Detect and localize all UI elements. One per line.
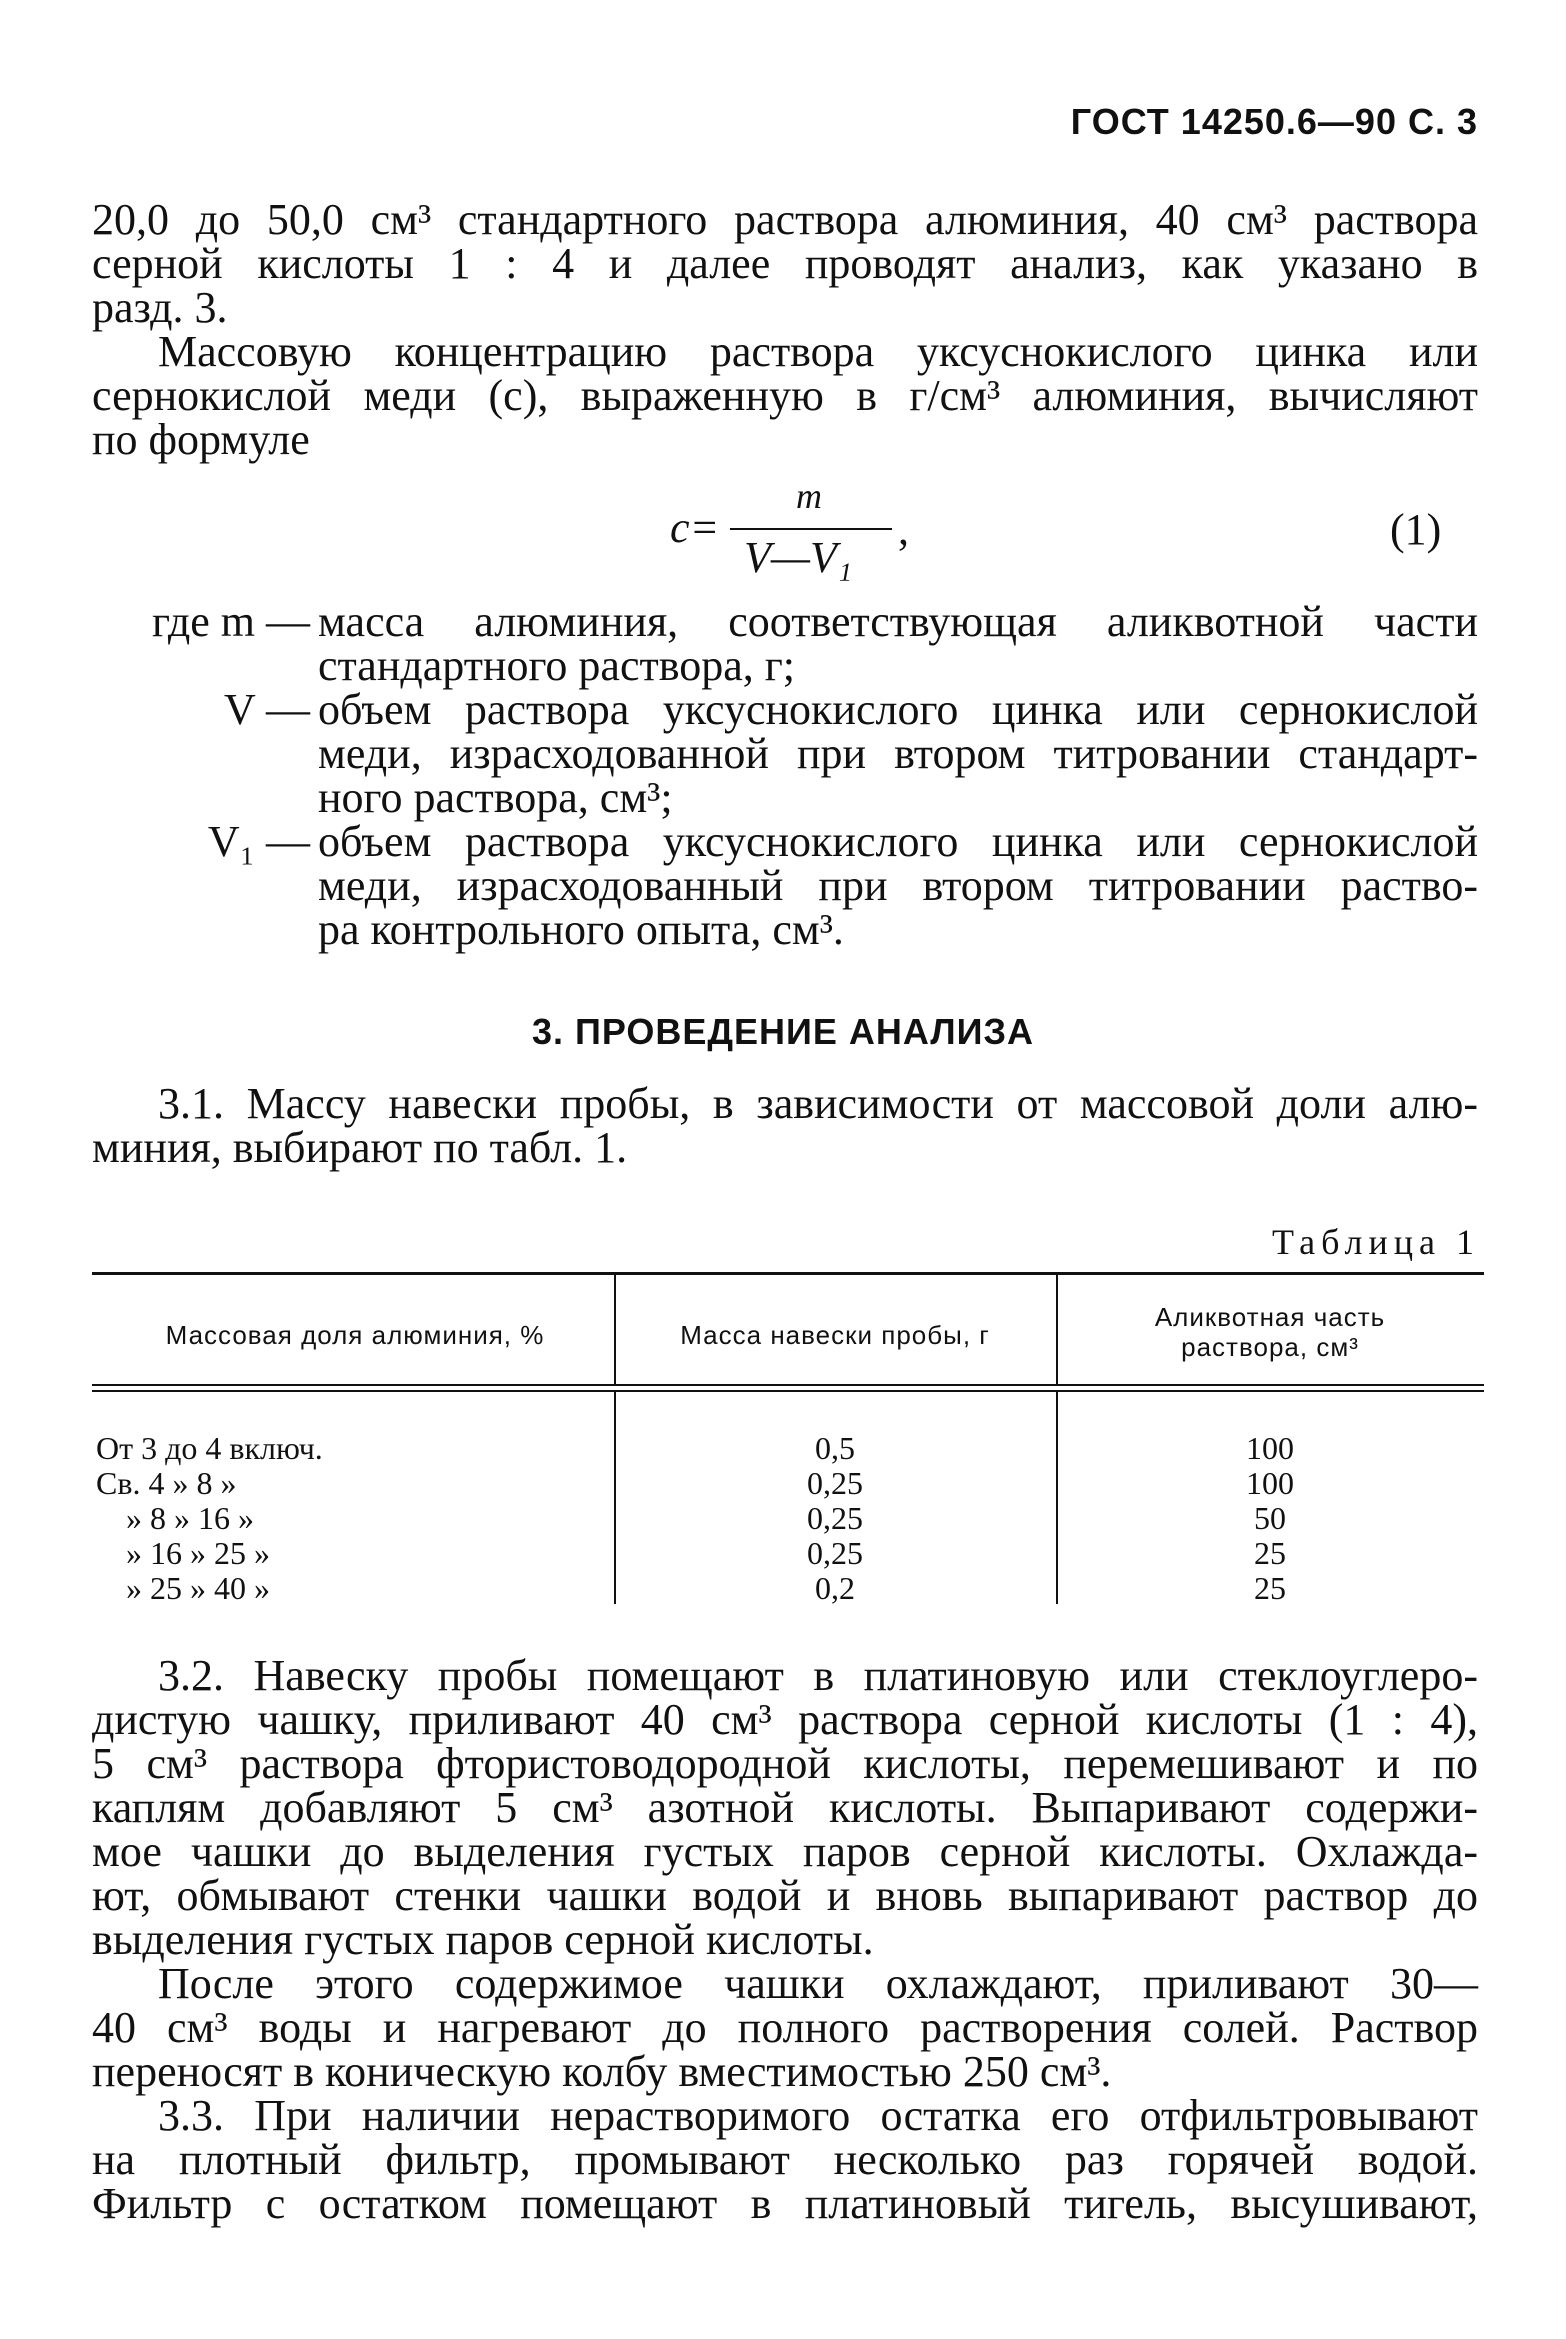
text-line: на плотный фильтр, промывают несколько раз горячей водой. xyxy=(92,2135,1478,2184)
definition-line: объем раствора уксуснокислого цинка или сернокислой xyxy=(318,685,1478,734)
text-line: 20,0 до 50,0 см³ стандартного раствора алюминия, 40 см³ раствора xyxy=(92,195,1478,244)
table-column-divider xyxy=(1056,1275,1058,1384)
definition-line: меди, израсходованный при втором титровании раство- xyxy=(318,861,1478,910)
definition-term-v1: V₁ — xyxy=(207,817,310,866)
text-line: Фильтр с остатком помещают в платиновый тигель, высушивают, xyxy=(92,2179,1478,2228)
text-line: выделения густых паров серной кислоты. xyxy=(92,1915,874,1964)
table-cell: 50 xyxy=(1254,1500,1286,1536)
text-line: разд. 3. xyxy=(92,283,228,332)
fraction-bar xyxy=(730,528,892,530)
text-line: 3.3. При наличии нерастворимого остатка его отфильтровывают xyxy=(158,2091,1478,2140)
table-cell: » 16 » 25 » xyxy=(126,1535,270,1571)
formula-lhs: c= xyxy=(670,503,720,552)
text-line: ют, обмывают стенки чашки водой и вновь выпаривают раствор до xyxy=(92,1871,1478,1920)
text-line: серной кислоты 1 : 4 и далее проводят анализ, как указано в xyxy=(92,239,1478,288)
table-header-rule xyxy=(92,1390,1484,1392)
formula-denominator: V—V₁ xyxy=(744,533,853,582)
text-line: 3.1. Массу навески пробы, в зависимости от массовой доли алю- xyxy=(158,1079,1478,1128)
text-line: 5 см³ раствора фтористоводородной кислоты, перемешивают и по xyxy=(92,1739,1478,1788)
formula-number: (1) xyxy=(1390,505,1442,554)
text-line: миния, выбирают по табл. 1. xyxy=(92,1123,628,1172)
table-cell: Св. 4 » 8 » xyxy=(96,1465,237,1501)
text-line: 40 см³ воды и нагревают до полного растворения солей. Раствор xyxy=(92,2003,1478,2052)
text-line: После этого содержимое чашки охлаждают, приливают 30— xyxy=(158,1959,1478,2008)
definition-line: ного раствора, см³; xyxy=(318,773,673,822)
formula-comma: , xyxy=(898,505,909,554)
table-top-rule xyxy=(92,1272,1484,1275)
text-line: каплям добавляют 5 см³ азотной кислоты. Выпаривают содержи- xyxy=(92,1783,1478,1832)
table-cell: 0,25 xyxy=(807,1535,863,1571)
table-header-cell: Масса навески пробы, г xyxy=(680,1320,990,1350)
table-cell: 0,25 xyxy=(807,1465,863,1501)
definition-term-m: где m — xyxy=(152,597,310,646)
table-cell: 100 xyxy=(1246,1430,1294,1466)
table-column-divider xyxy=(614,1392,616,1604)
definition-line: меди, израсходованной при втором титровании стандарт- xyxy=(318,729,1478,778)
definition-term-v: V — xyxy=(224,685,310,734)
definition-line: масса алюминия, соответствующая аликвотной части xyxy=(318,597,1478,646)
definition-line: стандартного раствора, г; xyxy=(318,641,795,690)
table-cell: 0,2 xyxy=(815,1570,855,1606)
table-cell: От 3 до 4 включ. xyxy=(96,1430,323,1466)
table-cell: 25 xyxy=(1254,1535,1286,1571)
definition-line: объем раствора уксуснокислого цинка или сернокислой xyxy=(318,817,1478,866)
table-cell: 0,5 xyxy=(815,1430,855,1466)
text-line: по формуле xyxy=(92,415,310,464)
table-cell: 100 xyxy=(1246,1465,1294,1501)
text-line: сернокислой меди (c), выраженную в г/см³ алюминия, вычисляют xyxy=(92,371,1478,420)
table-cell: 0,25 xyxy=(807,1500,863,1536)
section-title: 3. ПРОВЕДЕНИЕ АНАЛИЗА xyxy=(531,1011,1035,1052)
table-header-cell: Массовая доля алюминия, % xyxy=(165,1320,545,1350)
text-line: Массовую концентрацию раствора уксуснокислого цинка или xyxy=(158,327,1478,376)
text-line: дистую чашку, приливают 40 см³ раствора серной кислоты (1 : 4), xyxy=(92,1695,1478,1744)
table-cell: 25 xyxy=(1254,1570,1286,1606)
page-header: ГОСТ 14250.6—90 С. 3 xyxy=(1070,101,1478,142)
formula-numerator: m xyxy=(796,476,822,516)
text-line: 3.2. Навеску пробы помещают в платиновую или стеклоуглеро- xyxy=(158,1651,1478,1700)
table-cell: » 8 » 16 » xyxy=(126,1500,254,1536)
text-line: мое чашки до выделения густых паров серной кислоты. Охлажда- xyxy=(92,1827,1478,1876)
table-header-cell: Аликвотная часть раствора, см³ xyxy=(1154,1302,1386,1362)
table-column-divider xyxy=(614,1275,616,1384)
table-header-rule xyxy=(92,1384,1484,1386)
text-line: переносят в коническую колбу вместимостью 250 см³. xyxy=(92,2047,1112,2096)
table-caption: Таблица 1 xyxy=(1272,1222,1480,1262)
table-cell: » 25 » 40 » xyxy=(126,1570,270,1606)
table-column-divider xyxy=(1056,1392,1058,1604)
definition-line: ра контрольного опыта, см³. xyxy=(318,905,844,954)
